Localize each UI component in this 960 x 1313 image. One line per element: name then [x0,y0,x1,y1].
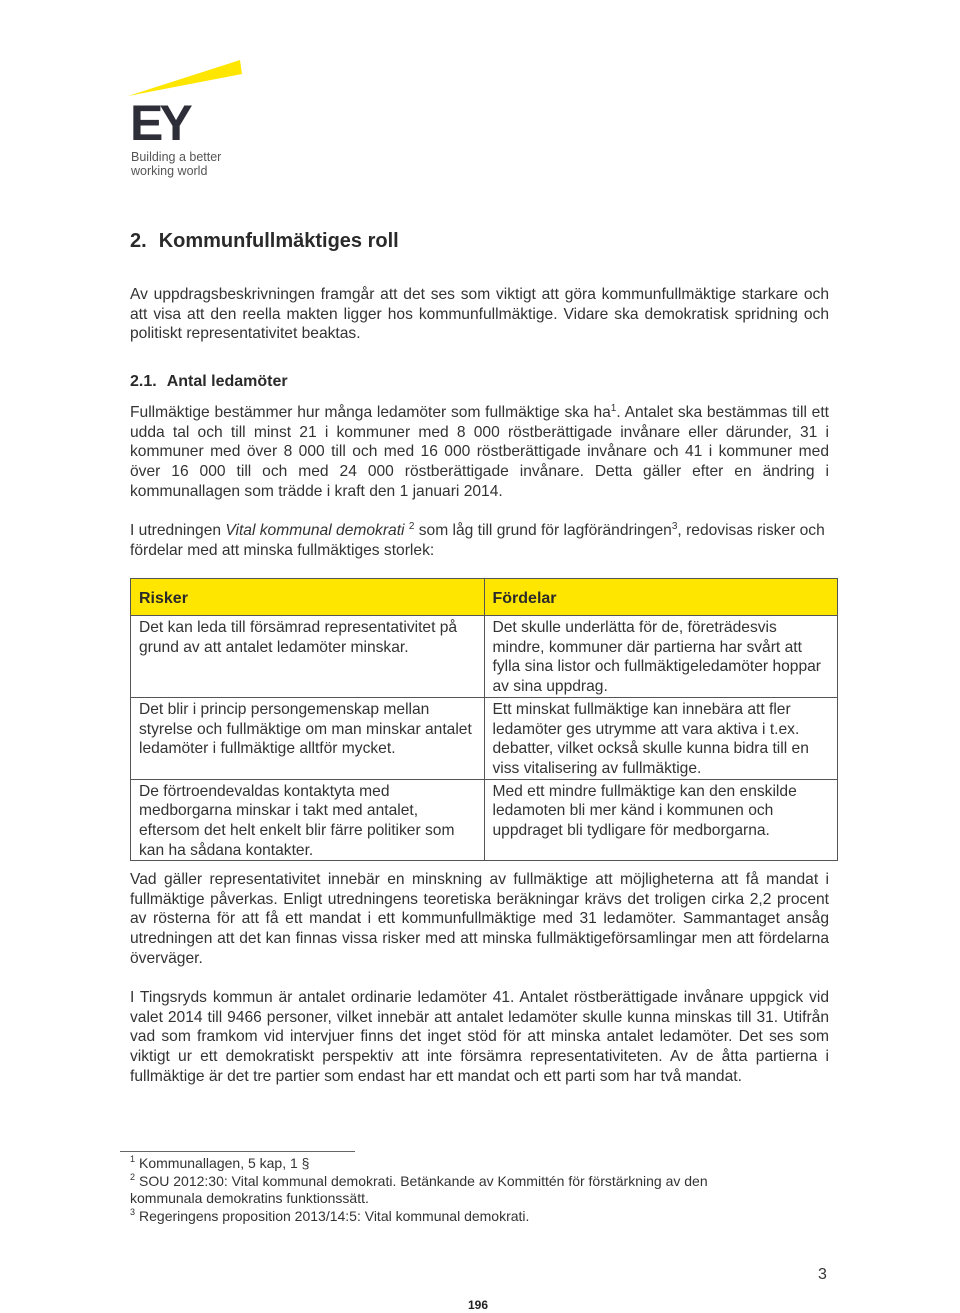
benefit-cell: Ett minskat fullmäktige kan innebära att fler ledamöter ges utrymme att vara aktiva i t.ex. debatter, vilket också skulle kunna bidra till en viss vitalisering av fullmäktige. [484,697,838,779]
utredning-text-middle: som låg till grund för lagförändringen [414,522,672,539]
page-number: 3 [818,1266,827,1283]
footnote-text: SOU 2012:30: Vital kommunal demokrati. Betänkande av Kommittén för förstärkning av den kommunala demokratins funktionssätt. [130,1172,708,1206]
header-fordelar: Fördelar [484,579,838,616]
footnote-ref-2: 2 [408,520,415,532]
antal-text-start: Fullmäktige bestämmer hur många ledamöter som fullmäktige ska ha [130,404,611,421]
ey-logo [128,56,258,186]
antal-text-end: . Antalet ska bestämmas till ett udda tal och till minst 21 i kommuner med 8 000 röstberättigade invånare eller därunder, 31 i kommuner med över 8 000 till och med 16 000 röstberättigade invånare och 41 i kommuner med över 16 000 till och med 24 000 röstberättigade invånare. Detta gäller efter en ändring i kommunallagen som trädde i kraft den 1 januari 2014. [130,404,829,500]
section-title: Kommunfullmäktiges roll [158,230,399,252]
footnote-number: 1 [130,1154,136,1165]
benefit-cell: Det skulle underlätta för de, företrädesvis mindre, kommuner där partierna har svårt att fylla sina listor och fullmäktigeledamöter hoppar av sina uppdrag. [484,616,838,698]
footnote-number: 3 [130,1206,136,1217]
footnote-text: Kommunallagen, 5 kap, 1 § [139,1155,310,1171]
report-title: Vital kommunal demokrati [225,522,405,539]
footnotes-list [130,1155,780,1225]
footnote-item [130,1208,780,1226]
footnote-text: Regeringens proposition 2013/14:5: Vital kommunal demokrati. [139,1207,530,1224]
antal-paragraph [130,403,829,502]
utredning-paragraph [130,521,829,560]
ey-tagline: Building a better working world [131,150,222,178]
risk-cell: De förtroendevaldas kontaktyta med medborgarna minskar i takt med antalet, eftersom det helt enkelt blir färre politiker som kan ha sådana kontakter. [131,779,485,861]
tingsryd-paragraph: I Tingsryds kommun är antalet ordinarie ledamöter 41. Antalet röstberättigade invånare uppgick vid valet 2014 till 9466 personer, vilket innebär att antalet ledamöter skulle kunna minskas till 31. Utifrån vad som framkom vid intervjuer finns det inget stöd för att minska antalet ledamöter. Det ses som viktigt ur ett demokratiskt perspektiv att inte försämra representativiteten. Av de åtta partierna i fullmäktige är det tre partier som endast har ett mandat och ett parti som har två mandat. [130,989,829,1085]
table-header-row [131,579,838,616]
section-heading [130,230,399,253]
footnote-item [130,1155,780,1173]
table-row [131,779,838,861]
utredning-text-start: I utredningen [130,522,226,539]
benefit-cell: Med ett mindre fullmäktige kan den enskilde ledamoten bli mer känd i kommunen och uppdraget bli tydligare för medborgarna. [484,779,838,861]
ey-logo-letters: EY [130,95,189,151]
subsection-heading [130,373,288,391]
table-row [131,616,838,698]
header-risker: Risker [131,579,485,616]
intro-paragraph: Av uppdragsbeskrivningen framgår att det ses som viktigt att göra kommunfullmäktige starkare och att visa att den reella makten ligger hos kommunfullmäktige. Vidare ska demokratisk spridning och politiskt representativitet beaktas. [130,286,829,343]
risk-cell: Det blir i princip persongemenskap mellan styrelse och fullmäktige om man minskar antalet ledamöter i fullmäktige alltför mycket. [131,697,485,779]
footnote-item [130,1173,780,1208]
subsection-number: 2.1. [130,373,157,390]
document-number: 196 [468,1298,489,1312]
risk-cell: Det kan leda till försämrad representativitet på grund av att antalet ledamöter minskar. [131,616,485,698]
utredning-text-end: , redovisas risker och fördelar med att minska fullmäktiges storlek: [130,522,825,559]
footnote-ref-3: 3 [671,520,678,532]
representativity-paragraph: Vad gäller representativitet innebär en minskning av fullmäktige att möjligheterna att få mandat i fullmäktige påverkas. Enligt utredningens teoretiska beräkningar krävs det troligen cirka 2,2 procent av rösterna för att få ett mandat i ett kommunfullmäktige med 31 ledamöter. Sammantaget ansåg utredningen att det kan finnas vissa risker med att minska fullmäktigeförsamlingar men att fördelarna överväger. [130,871,829,967]
risks-benefits-table [130,578,838,861]
section-number: 2. [130,230,147,252]
footnote-number: 2 [130,1171,136,1182]
footnote-ref-1: 1 [610,402,617,414]
table-row [131,697,838,779]
subsection-title: Antal ledamöter [166,373,288,390]
footnote-divider [120,1151,355,1152]
